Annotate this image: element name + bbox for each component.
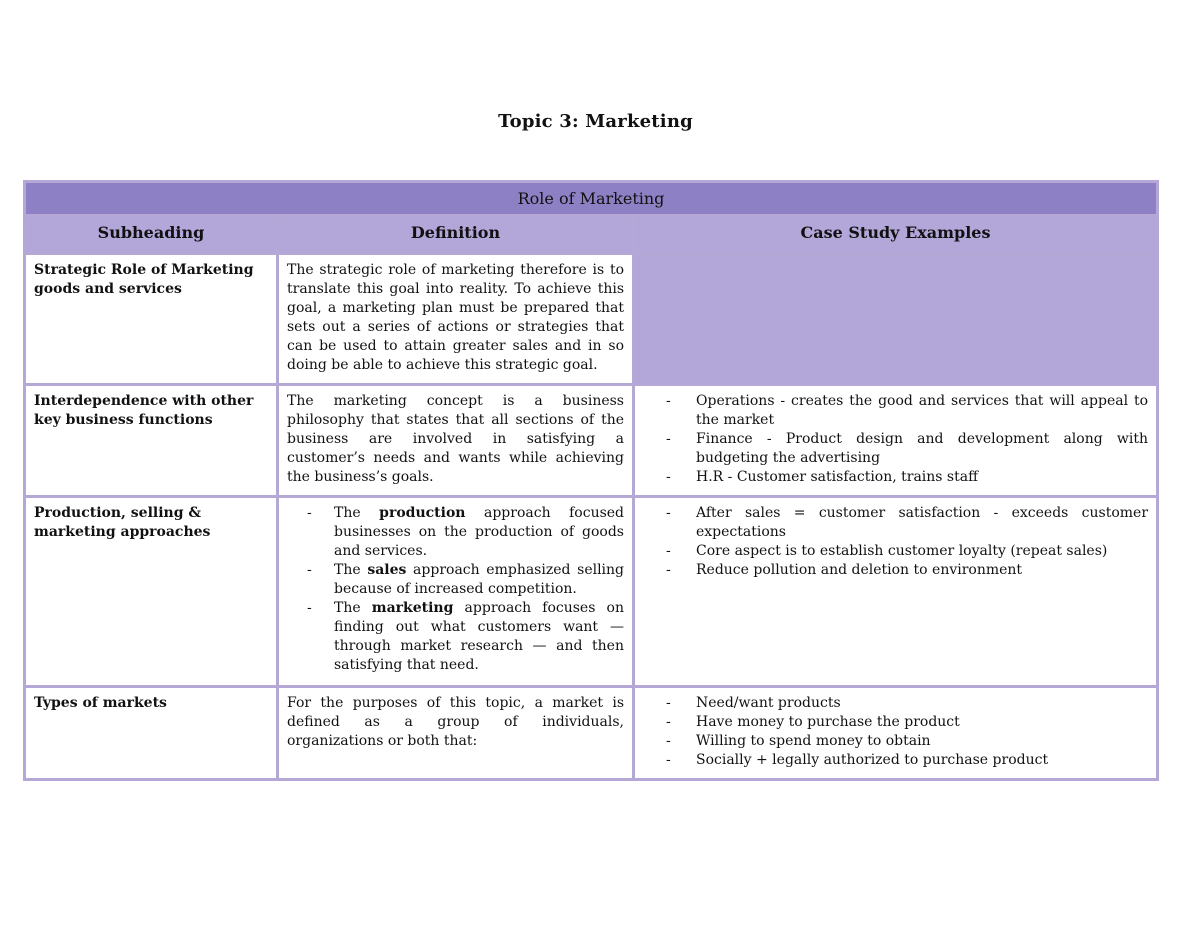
header-case-study: Case Study Examples: [634, 216, 1158, 254]
list-item: - Operations - creates the good and services that will appeal to the market: [643, 392, 1148, 430]
row-definition: The strategic role of marketing therefore is to translate this goal into reality. To achieve this goal, a marketing plan must be prepared that sets out a series of actions or strategies that can be used to attain greater sales and in so doing be able to achieve this strategic goal.: [278, 254, 634, 385]
table-header-row: [25, 216, 1158, 254]
list-item: - Socially + legally authorized to purchase product: [643, 751, 1148, 770]
approach-description: approach focused businesses on the production of goods and services.: [334, 505, 625, 559]
list-item: [287, 599, 624, 675]
list-item: - Core aspect is to establish customer loyalty (repeat sales): [643, 542, 1148, 561]
list-item: - Need/want products: [643, 694, 1148, 713]
approach-prefix: The: [334, 600, 361, 616]
approach-prefix: The: [334, 505, 361, 521]
list-item: [287, 504, 624, 561]
header-subheading: Subheading: [25, 216, 278, 254]
approach-list: [287, 504, 624, 675]
case-study-list: [643, 694, 1148, 770]
row-subheading: Types of markets: [25, 687, 278, 780]
table-row: [25, 385, 1158, 497]
header-definition: Definition: [278, 216, 634, 254]
list-item: [287, 561, 624, 599]
approach-keyword: production: [379, 505, 466, 521]
list-item: - H.R - Customer satisfaction, trains staff: [643, 468, 1148, 487]
case-study-list: [643, 504, 1148, 580]
row-definition: For the purposes of this topic, a market is defined as a group of individuals, organizations or both that:: [278, 687, 634, 780]
approach-keyword: sales: [367, 562, 407, 578]
row-subheading: Interdependence with other key business functions: [25, 385, 278, 497]
row-definition: The marketing concept is a business philosophy that states that all sections of the business are involved in satisfying a customer’s needs and wants while achieving the business’s goals.: [278, 385, 634, 497]
list-item: - Reduce pollution and deletion to environment: [643, 561, 1148, 580]
list-item: - Have money to purchase the product: [643, 713, 1148, 732]
approach-prefix: The: [334, 562, 361, 578]
approach-keyword: marketing: [371, 600, 454, 616]
approach-description: approach focuses on finding out what customers want — through market research — and then satisfying that need.: [334, 600, 624, 673]
row-definition: [278, 497, 634, 687]
page-title: Topic 3: Marketing: [498, 111, 693, 132]
row-case-study: [634, 385, 1158, 497]
table-banner: Role of Marketing: [25, 182, 1158, 216]
case-study-list: [643, 392, 1148, 487]
table-row: [25, 254, 1158, 385]
list-item: - Willing to spend money to obtain: [643, 732, 1148, 751]
table-row: [25, 497, 1158, 687]
row-case-study-empty: [634, 254, 1158, 385]
row-case-study: [634, 497, 1158, 687]
approach-description: approach emphasized selling because of increased competition.: [334, 562, 625, 597]
list-item: - After sales = customer satisfaction - exceeds customer expectations: [643, 504, 1148, 542]
list-item: - Finance - Product design and development along with budgeting the advertising: [643, 430, 1148, 468]
table-banner-row: [25, 182, 1158, 216]
row-case-study: [634, 687, 1158, 780]
row-subheading: Production, selling & marketing approaches: [25, 497, 278, 687]
table-row: [25, 687, 1158, 780]
role-of-marketing-table: [23, 180, 1159, 781]
row-subheading: Strategic Role of Marketing goods and services: [25, 254, 278, 385]
